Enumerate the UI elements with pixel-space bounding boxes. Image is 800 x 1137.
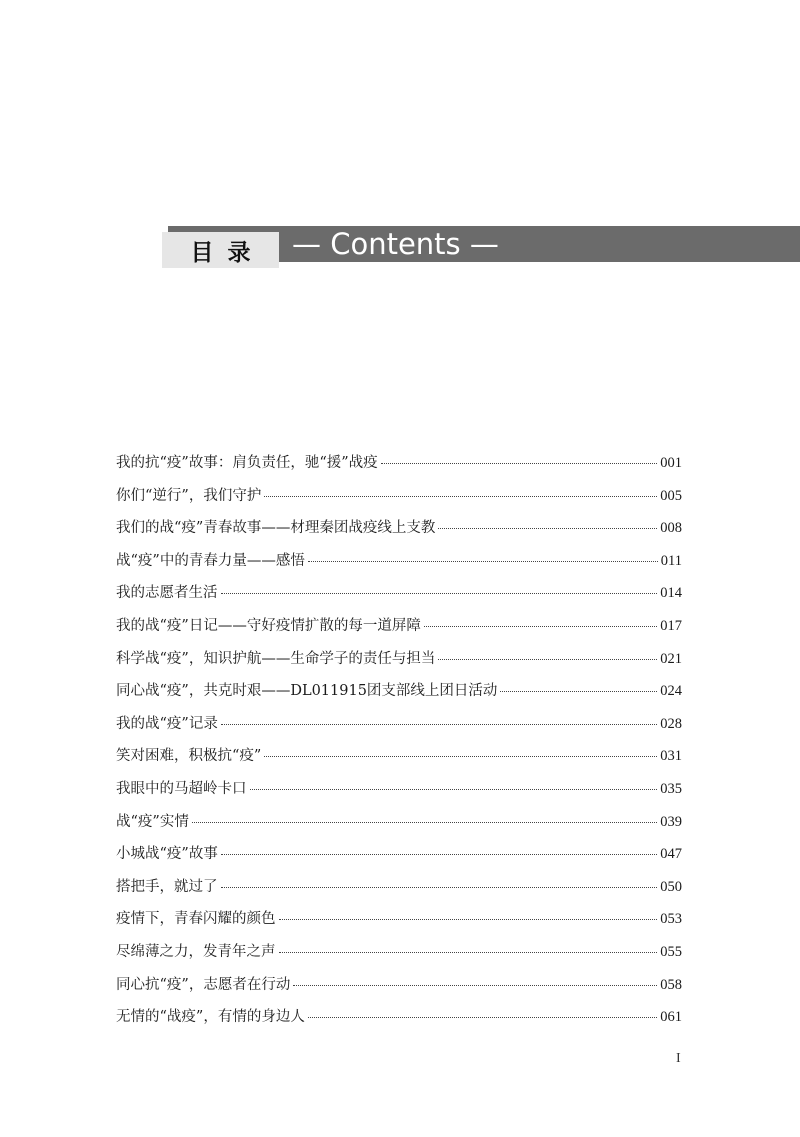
toc-entry-page: 039 bbox=[660, 813, 682, 830]
toc-entry-page: 047 bbox=[660, 846, 682, 863]
toc-entry-page: 024 bbox=[660, 683, 682, 700]
toc-entry-title: 战“疫”中的青春力量——感悟 bbox=[116, 552, 305, 569]
toc-entry-page: 050 bbox=[660, 878, 682, 895]
toc-entry[interactable] bbox=[116, 973, 682, 1006]
toc-entry-page: 008 bbox=[660, 520, 682, 537]
toc-dot-leader bbox=[293, 985, 657, 986]
toc-dot-leader bbox=[308, 561, 658, 562]
toc-entry-title: 我的志愿者生活 bbox=[116, 585, 218, 602]
toc-dot-leader bbox=[381, 463, 658, 464]
toc-entry-title: 我的抗“疫”故事：肩负责任，驰“援”战疫 bbox=[116, 455, 378, 471]
toc-entry-title: 尽绵薄之力，发青年之声 bbox=[116, 943, 276, 960]
toc-dot-leader bbox=[308, 1017, 657, 1018]
toc-entry-title: 搭把手，就过了 bbox=[116, 878, 218, 895]
toc-entry-page: 014 bbox=[660, 585, 682, 602]
toc-entry[interactable] bbox=[116, 777, 682, 810]
toc-entry[interactable] bbox=[116, 712, 682, 745]
toc-dot-leader bbox=[500, 691, 657, 692]
toc-heading: 目录 bbox=[162, 232, 279, 268]
toc-entry[interactable] bbox=[116, 679, 682, 712]
toc-entry[interactable] bbox=[116, 907, 682, 940]
toc-entry-page: 017 bbox=[660, 617, 682, 634]
toc-entry[interactable] bbox=[116, 875, 682, 908]
toc-entry[interactable] bbox=[116, 451, 682, 484]
toc-entry-page: 001 bbox=[660, 455, 682, 471]
toc-entry-page: 061 bbox=[660, 1009, 682, 1026]
toc-entry-title: 笑对困难，积极抗“疫” bbox=[116, 748, 262, 765]
toc-dot-leader bbox=[192, 822, 657, 823]
toc-entry-page: 035 bbox=[660, 780, 682, 797]
toc-entry-page: 055 bbox=[660, 943, 682, 960]
toc-entry-page: 028 bbox=[660, 715, 682, 732]
toc-entry-page: 005 bbox=[660, 487, 682, 504]
toc-entry[interactable] bbox=[116, 581, 682, 614]
toc-dot-leader bbox=[221, 887, 658, 888]
toc-entry-title: 科学战“疫”，知识护航——生命学子的责任与担当 bbox=[116, 650, 436, 667]
toc-dot-leader bbox=[279, 919, 658, 920]
toc-dot-leader bbox=[221, 854, 657, 855]
toc-entry-title: 战“疫”实情 bbox=[116, 813, 189, 830]
toc-dot-leader bbox=[264, 756, 657, 757]
toc-entry[interactable] bbox=[116, 810, 682, 843]
toc-entry[interactable] bbox=[116, 1005, 682, 1038]
toc-dot-leader bbox=[221, 724, 657, 725]
toc-dot-leader bbox=[279, 952, 658, 953]
toc-entry-title: 我的战“疫”日记——守好疫情扩散的每一道屏障 bbox=[116, 617, 421, 634]
toc-entry[interactable] bbox=[116, 842, 682, 875]
toc-entry[interactable] bbox=[116, 549, 682, 582]
toc-dot-leader bbox=[438, 528, 657, 529]
toc-dot-leader bbox=[264, 496, 657, 497]
toc-subtitle: — Contents — bbox=[292, 227, 499, 261]
toc-dot-leader bbox=[424, 626, 657, 627]
toc-entry-page: 053 bbox=[660, 911, 682, 928]
toc-dot-leader bbox=[438, 659, 657, 660]
toc-entry-title: 我眼中的马超岭卡口 bbox=[116, 780, 247, 797]
toc-entry-title: 疫情下，青春闪耀的颜色 bbox=[116, 911, 276, 928]
toc-dot-leader bbox=[250, 789, 658, 790]
toc-entry-title: 无情的“战疫”，有情的身边人 bbox=[116, 1009, 305, 1026]
toc-entry[interactable] bbox=[116, 940, 682, 973]
toc-entry-title: 你们“逆行”，我们守护 bbox=[116, 487, 262, 504]
toc-entry-title: 我们的战“疫”青春故事——材理秦团战疫线上支教 bbox=[116, 520, 436, 537]
toc-entry[interactable] bbox=[116, 516, 682, 549]
toc-entry-page: 011 bbox=[660, 552, 682, 569]
toc-entry-page: 031 bbox=[660, 748, 682, 765]
toc-entry[interactable] bbox=[116, 647, 682, 680]
toc-entry-title: 同心抗“疫”，志愿者在行动 bbox=[116, 976, 291, 993]
toc-entry-page: 021 bbox=[660, 650, 682, 667]
toc-entry[interactable] bbox=[116, 744, 682, 777]
toc-entry[interactable] bbox=[116, 614, 682, 647]
toc-dot-leader bbox=[221, 593, 658, 594]
toc-entry-title: 我的战“疫”记录 bbox=[116, 715, 218, 732]
toc-entry-title: 小城战“疫”故事 bbox=[116, 846, 218, 863]
table-of-contents bbox=[116, 451, 682, 1038]
toc-entry-title: 同心战“疫”，共克时艰——DL011915团支部线上团日活动 bbox=[116, 683, 498, 700]
toc-entry-page: 058 bbox=[660, 976, 682, 993]
toc-entry[interactable] bbox=[116, 484, 682, 517]
page-number: I bbox=[676, 1051, 681, 1066]
